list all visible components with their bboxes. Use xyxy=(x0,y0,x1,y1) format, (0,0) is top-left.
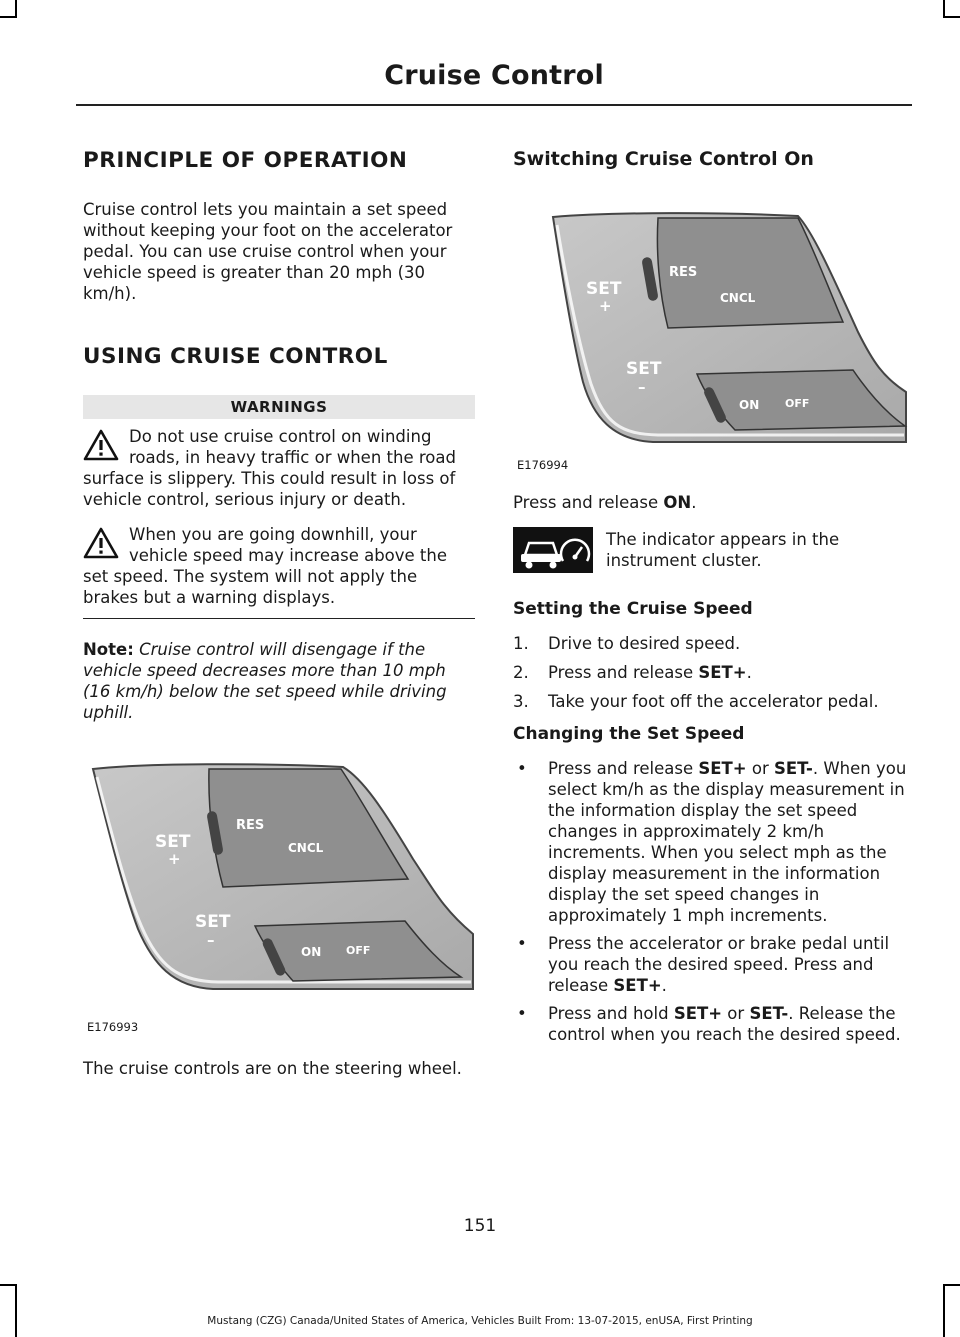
bullet-text: Press and release xyxy=(548,759,699,778)
list-item xyxy=(513,633,908,654)
switch-label-off: OFF xyxy=(785,397,810,410)
right-column xyxy=(513,148,908,1052)
warnings-end-rule xyxy=(83,618,475,619)
steering-wheel-switch-illustration xyxy=(83,749,475,1019)
step-number: 3. xyxy=(513,692,529,711)
heading-switching-on: Switching Cruise Control On xyxy=(513,148,814,170)
bullet-text: or xyxy=(722,1004,750,1023)
bullet-text: Press and hold xyxy=(548,1004,674,1023)
list-item xyxy=(513,691,908,712)
crop-mark xyxy=(943,16,960,18)
note-label: Note: xyxy=(83,640,134,659)
figure-id: E176993 xyxy=(87,1020,139,1034)
switch-label-cncl: CNCL xyxy=(288,841,324,855)
switch-label-plus: + xyxy=(599,297,612,315)
switch-label-res: RES xyxy=(236,818,265,833)
bullet-text: . xyxy=(661,976,667,995)
setting-steps-list xyxy=(513,633,908,712)
crop-mark xyxy=(0,1284,17,1286)
heading-principle: PRINCIPLE OF OPERATION xyxy=(83,148,408,173)
step-text: . xyxy=(746,663,752,682)
controls-paragraph: The cruise controls are on the steering wheel. xyxy=(83,1059,462,1078)
figure-steering-switches-2 xyxy=(513,202,908,472)
figure-steering-switches-1 xyxy=(83,749,475,1034)
list-item xyxy=(513,933,908,996)
indicator-row xyxy=(513,527,908,573)
bullet-text: Press the accelerator or brake pedal until you reach the desired speed. Press and release xyxy=(548,934,890,995)
bullet: • xyxy=(517,759,527,778)
heading-changing-speed: Changing the Set Speed xyxy=(513,724,745,744)
crop-mark xyxy=(15,1284,17,1337)
cruise-control-indicator-icon xyxy=(513,527,593,573)
note-paragraph xyxy=(83,639,475,723)
list-item xyxy=(513,758,908,926)
bullet: • xyxy=(517,1004,527,1023)
left-column xyxy=(83,148,475,1079)
step-text: Drive to desired speed. xyxy=(548,634,741,653)
step-text: Press and release xyxy=(548,663,699,682)
key-set-plus: SET+ xyxy=(698,759,747,778)
crop-mark xyxy=(0,16,17,18)
warning-item xyxy=(83,524,475,608)
page-number: 151 xyxy=(463,1216,497,1236)
switch-label-off: OFF xyxy=(346,944,371,957)
switch-label-set-minus: SET xyxy=(195,912,231,932)
press-on-paragraph xyxy=(513,492,908,513)
switch-label-plus: + xyxy=(168,850,181,868)
switch-label-on: ON xyxy=(301,945,322,959)
list-item xyxy=(513,1003,908,1045)
indicator-text: The indicator appears in the instrument cluster. xyxy=(606,530,840,570)
warning-triangle-icon xyxy=(83,428,119,462)
switch-label-res: RES xyxy=(669,265,698,280)
step-number: 2. xyxy=(513,663,529,682)
switch-label-set-minus: SET xyxy=(626,359,662,379)
switch-label-on: ON xyxy=(739,398,760,412)
switch-label-minus: – xyxy=(207,931,215,949)
warning-2-text: When you are going downhill, your vehicle speed may increase above the set speed. The system will not apply the brakes but a warning displays. xyxy=(83,525,448,607)
switch-label-set-plus: SET xyxy=(586,279,622,299)
key-set-plus: SET+ xyxy=(673,1004,723,1023)
key-set-plus: SET+ xyxy=(613,976,662,995)
crop-mark xyxy=(943,1284,945,1337)
warning-triangle-icon xyxy=(83,526,119,560)
bullet-text: or xyxy=(746,759,774,778)
list-item xyxy=(513,662,908,683)
steering-wheel-switch-illustration xyxy=(513,202,908,452)
bullet: • xyxy=(517,934,527,953)
key-set-minus: SET- xyxy=(774,759,813,778)
key-on: ON xyxy=(663,493,692,512)
heading-setting-speed: Setting the Cruise Speed xyxy=(513,599,753,619)
key-set-plus: SET+ xyxy=(698,663,747,682)
header-rule xyxy=(76,104,912,106)
key-set-minus: SET- xyxy=(749,1004,789,1023)
figure-id: E176994 xyxy=(517,458,569,472)
switch-label-minus: – xyxy=(638,378,646,396)
bullet-text: . Release the control when you reach the desired speed. xyxy=(548,1004,901,1044)
step-number: 1. xyxy=(513,634,529,653)
switch-label-cncl: CNCL xyxy=(720,291,756,305)
warning-1-text: Do not use cruise control on winding roads, in heavy traffic or when the road surface is slippery. This could result in loss of vehicle control, serious injury or death. xyxy=(83,427,456,509)
crop-mark xyxy=(943,1284,960,1286)
switch-label-set-plus: SET xyxy=(155,832,191,852)
bullet-text: . When you select km/h as the display measurement in the information display the set speed changes in approximately 2 km/h increments. When you select mph as the display measurement in the information display the set speed changes in approximately 1 mph increments. xyxy=(548,759,907,925)
heading-using: USING CRUISE CONTROL xyxy=(83,344,388,369)
page-footer: Mustang (CZG) Canada/United States of America, Vehicles Built From: 13-07-2015, enUSA, First Printing xyxy=(207,1315,753,1327)
warnings-title: WARNINGS xyxy=(83,395,475,419)
warning-item xyxy=(83,426,475,510)
note-text: Cruise control will disengage if the vehicle speed decreases more than 10 mph (16 km/h) below the set speed while driving uphill. xyxy=(83,640,447,722)
changing-bullets-list xyxy=(513,758,908,1045)
page-header-title: Cruise Control xyxy=(384,60,604,91)
press-on-text: Press and release xyxy=(513,493,664,512)
principle-paragraph: Cruise control lets you maintain a set speed without keeping your foot on the accelerator pedal. You can use cruise control when your vehicle speed is greater than 20 mph (30 km/h). xyxy=(83,200,453,303)
press-on-period: . xyxy=(691,493,697,512)
step-text: Take your foot off the accelerator pedal. xyxy=(548,692,879,711)
